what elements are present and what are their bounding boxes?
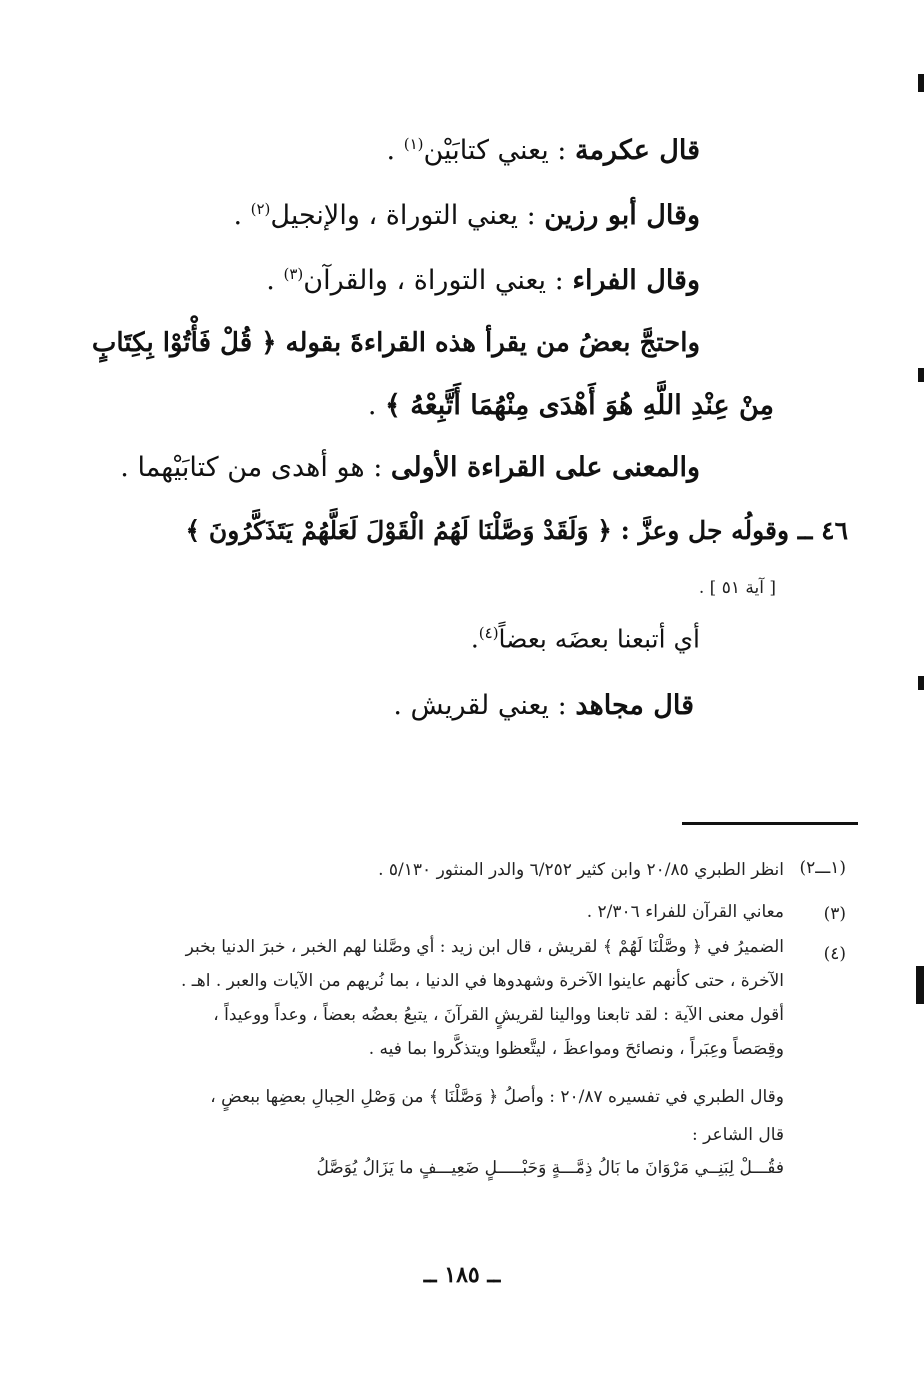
footnote-text: وقال الطبري في تفسيره ٢٠/٨٧ : وأصلُ ﴿ وَصَّلْنَا ﴾ من وَصْلِ الحِبالِ بعضِها ببعضٍ ،	[210, 1087, 784, 1107]
footnote-text: الضميرُ في ﴿ وصَّلْنَا لَهُمْ ﴾ لقريش ، قال ابن زيد : أي وصَّلنا لهم الخبر ، خبرَ الدنيا بخبر	[185, 937, 784, 957]
punctuation: .	[470, 624, 479, 654]
punctuation: .	[386, 135, 404, 166]
text-line-3	[266, 265, 700, 297]
page-number: ــ ١٨٥ ــ	[423, 1262, 501, 1288]
footnote-marker: (٢)	[250, 200, 271, 218]
statement: : هو أهدى من كتابَيْهما .	[120, 452, 391, 483]
footnote-text: معاني القرآن للفراء ٢/٣٠٦ .	[586, 902, 784, 922]
text-line-8	[471, 624, 700, 654]
statement: : يعني كتابَيْن	[423, 135, 575, 166]
text-line-4	[92, 328, 700, 359]
quran-citation: مِنْ عِنْدِ اللَّهِ هُوَ أَهْدَى مِنْهُمَا أَتَّبِعْهُ ﴾	[385, 390, 774, 421]
punctuation: .	[233, 200, 251, 231]
statement: أي أتبعنا بعضَه بعضاً	[498, 624, 700, 654]
text-line-1	[387, 135, 700, 167]
footnote-text: أقول معنى الآية : لقد تابعنا ووالينا لقريشٍ القرآنَ ، يتبعُ بعضُه بعضاً ، وعداً ووعيداً ،	[213, 1005, 784, 1025]
speaker: قال عكرمة	[574, 135, 700, 166]
statement: : يعني التوراة ، والإنجيل	[270, 200, 545, 231]
scan-edge-mark	[916, 966, 924, 1004]
footnote-number: (٤)	[823, 944, 846, 964]
statement: : يعني التوراة ، والقرآن	[303, 265, 573, 296]
text-line-2	[233, 200, 700, 232]
scan-edge-mark	[918, 676, 924, 690]
footnote-text: الآخرة ، حتى كأنهم عاينوا الآخرة وشهدوها في الدنيا ، بما نُريهم من الآيات والعبر . اهـ .	[180, 971, 784, 991]
verse-reference: [ آية ٥١ ] .	[698, 578, 776, 598]
footnote-marker: (٤)	[478, 624, 499, 642]
footnote-number: (١ـــ٢)	[799, 858, 846, 878]
scan-edge-mark	[918, 368, 924, 382]
speaker: وقال أبو رزين	[544, 200, 700, 231]
footnote-marker: (٣)	[283, 265, 304, 283]
verse-heading: ٤٦ ــ وقولُه جل وعزَّ : ﴿ وَلَقَدْ وَصَّلْنَا لَهُمُ الْقَوْلَ لَعَلَّهُمْ يَتَذَكَّرُونَ ﴾	[185, 516, 848, 545]
poetry-verse: فقُـــلْ لِبَنِــي مَرْوَانَ ما بَالُ ذِمَّـــةٍ وَحَبْـــــلٍ ضَعِيـــفٍ ما يَزَالُ يُوَصَّلُ	[316, 1158, 784, 1178]
scan-edge-mark	[918, 74, 924, 92]
speaker: والمعنى على القراءة الأولى	[390, 452, 700, 483]
text-line-5	[368, 390, 774, 422]
punctuation: .	[367, 390, 385, 421]
statement: : يعني لقريش .	[393, 690, 576, 721]
footnote-text: قال الشاعر :	[692, 1125, 784, 1145]
text-line-7	[186, 516, 848, 546]
text-line-9	[393, 690, 694, 722]
speaker: وقال الفراء	[572, 265, 700, 296]
footnote-separator	[682, 822, 858, 825]
punctuation: .	[266, 265, 284, 296]
footnote-marker: (١)	[403, 135, 424, 153]
text-line-6	[120, 452, 700, 484]
speaker: قال مجاهد	[575, 690, 694, 721]
footnote-text: وقِصَصاً وعِبَراً ، ونصائحَ ومواعظَ ، ليتَّعظوا ويتذكَّروا بما فيه .	[368, 1039, 784, 1059]
quran-citation: واحتجَّ بعضُ من يقرأ هذه القراءةَ بقوله ﴿ قُلْ فَأْتُوْا بِكِتَابٍ	[91, 328, 700, 358]
footnote-number: (٣)	[823, 904, 846, 924]
footnote-text: انظر الطبري ٢٠/٨٥ وابن كثير ٦/٢٥٢ والدر المنثور ٥/١٣٠ .	[378, 860, 784, 880]
